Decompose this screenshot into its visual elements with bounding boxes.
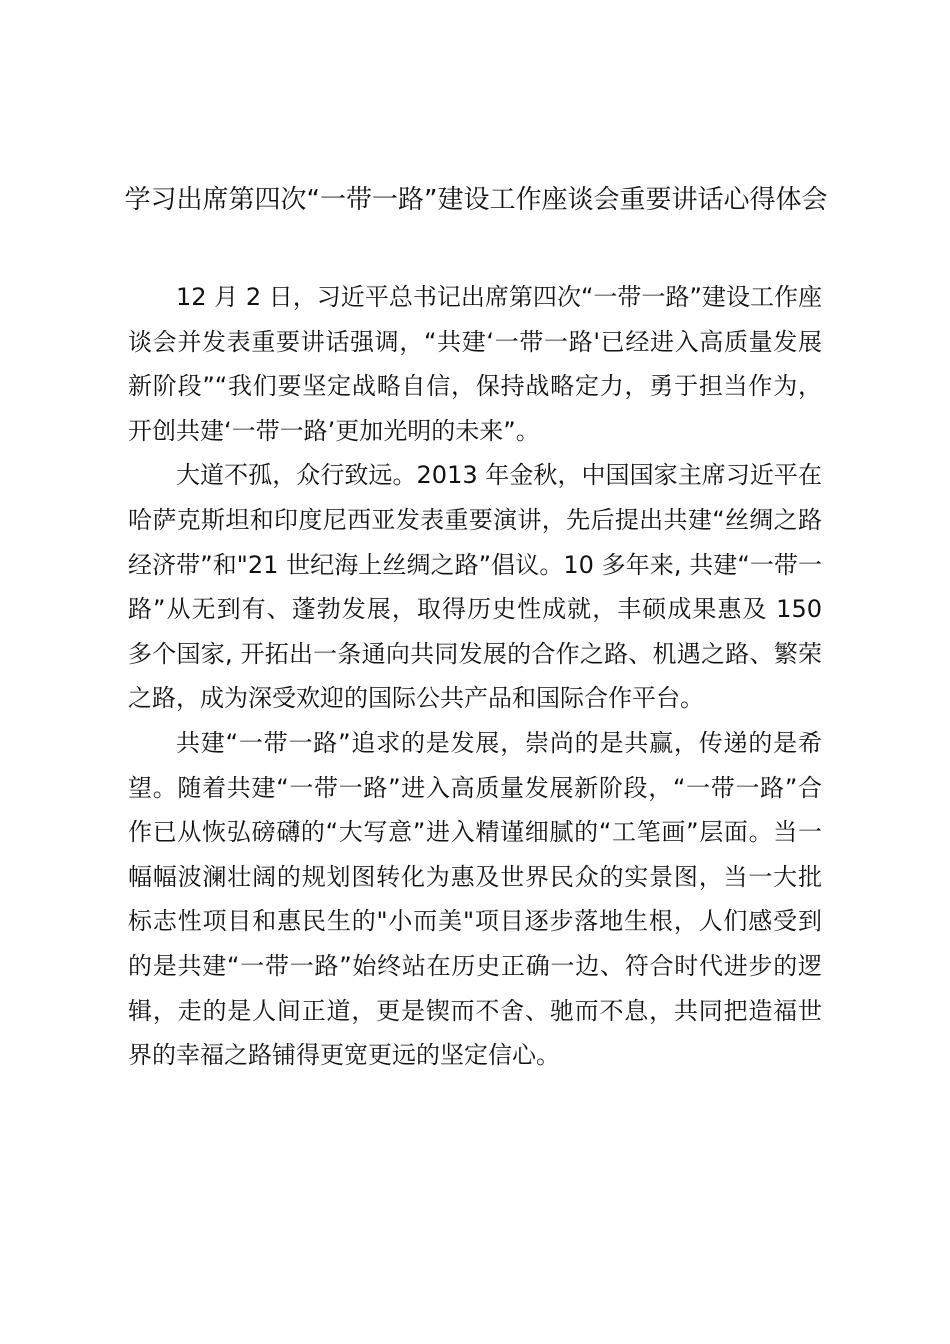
document-title: 学习出席第四次“一带一路”建设工作座谈会重要讲话心得体会 [124, 185, 828, 215]
document-body [128, 275, 822, 1078]
body-paragraph-3: 共建“一带一路”追求的是发展，崇尚的是共赢，传递的是希望。随着共建“一带一路”进入高质量发展新阶段，“一带一路”合作已从恢弘磅礴的“大写意”进入精谨细腻的“工笔画”层面。当一幅幅波澜壮阔的规划图转化为惠及世界民众的实景图，当一大批标志性项目和惠民生的"小而美"项目逐步落地生根，人们感受到的是共建“一带一路”始终站在历史正确一边、符合时代进步的逻辑，走的是人间正道，更是锲而不舍、驰而不息，共同把造福世界的幸福之路铺得更宽更远的坚定信心。 [128, 728, 822, 1070]
body-paragraph-1: 12 月 2 日，习近平总书记出席第四次“一带一路”建设工作座谈会并发表重要讲话强调，“共建‘一带一路'已经进入高质量发展新阶段”“我们要坚定战略自信，保持战略定力，勇于担当作为，开创共建‘一带一路’更加光明的未来”。 [128, 283, 822, 445]
body-paragraph-2: 大道不孤，众行致远。2013 年金秋，中国国家主席习近平在哈萨克斯坦和印度尼西亚发表重要演讲，先后提出共建“丝绸之路经济带”和"21 世纪海上丝绸之路”倡议。10 多年来, 共建“一带一路”从无到有、蓬勃发展，取得历史性成就，丰硕成果惠及 150 多个国家, 开拓出一条通向共同发展的合作之路、机遇之路、繁荣之路，成为深受欢迎的国际公共产品和国际合作平台。 [128, 461, 822, 713]
